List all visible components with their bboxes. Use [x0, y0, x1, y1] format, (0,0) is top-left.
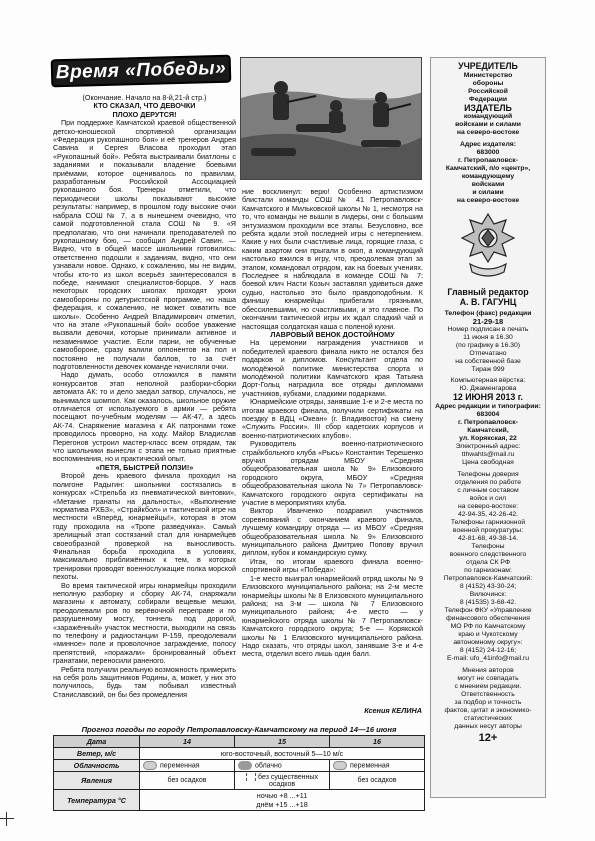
cloud-text: переменная [350, 762, 390, 770]
publisher-address-line: командующему [461, 173, 515, 180]
paragraph: Надо думать, особо отложился в памяти конкурсантов этап неполной разборки-сборки автомата АК: то и дело заедал затвор, случалось, не вынимался шомпол. Как оказалось, школьное оружие отличается от используемого в армии — ребята посещают по-учебным моделям — АК-47, а здесь АК-74. Снаряжение магазина к АК патронами тоже проводилось проворно, на ходу. Майор Владислав Перегонов устроил мастер-класс всем отрядам, так что школьники вынесли с этапа не только приятные воспоминания, но и практический опыт. [53, 370, 236, 464]
weather-table [53, 735, 425, 811]
paragraph: Руководитель военно-патриотического страйкбольного клуба «Рысь» Константин Терешенко вручил отрядам МБОУ «Средняя общеобразовательная школа № 9» Елизовского городского округа, МБОУ «Средняя общеобразовательная школа № 7» Петропавловск-Камчатского городского округа сертификаты на участие в мероприятиях клуба. [242, 439, 423, 508]
founder-line: обороны [472, 79, 504, 87]
cloud-label: Облачность [54, 760, 140, 772]
editorial-address-title: Адрес редакции и типографии: [435, 402, 541, 410]
layout-label: Компьютерная вёрстка: [450, 377, 526, 384]
founder-line: Министерство [463, 71, 513, 79]
continuation-note: (Окончание. Начало на 8-й,21-й стр.) [82, 94, 207, 102]
rain-drops-icon [246, 773, 256, 781]
weather-row-temp [54, 790, 425, 811]
date-cell: 15 [235, 736, 330, 748]
hotline-line: Вилючинск: [469, 590, 507, 598]
hotline-line: с личным составом [457, 486, 519, 494]
subhead-1a: КТО СКАЗАЛ, ЧТО ДЕВОЧКИ [93, 101, 196, 111]
paragraph: При поддержке Камчатской краевой общественной детско-юношеской спортивной организации «Федерация рукопашного боя» и её тренеров Андрея Савина и Сергея Власова проходил этап «Рукопашный бой». Ребята выстраивали биатлоны с заданиями и показывали владение боевыми приёмами, которое оценивалось по правилам, разработанным Российской Ассоциацией рукопашного боя. Тренеры отметили, что периодически школы показывают высокие результаты: например, в прошлом году высокие очки набрала СОШ № 7, а в нынешнем очевидно, что самой подготовленной стала СОШ № 9. «Я предполагаю, что они начинали преподавателей по рукопашному бою, — сообщил Андрей Савин. — Видно, что в общей массе школьники готовились: ответственно подошли к заданиям, видно, что они узнавали новое. Однако, к сожалению, мы не видим, чтобы кто-то из школ всерьёз заинтересовался в победе, нанимают специалистов-борцов. У насв некоторых городских школах проходят уроки самообороны по детуристской программе, но наша федерация, к сожалению, не может охватить все школы». Особенно Андрей Владимирович отметил, что на этапе «Рукопашный бой» особое уважение вызвали девочки, которые принимали активное и незаменимое участие. Если парни, не обученные самообороне, сразу валили оппонентов на пол и постоянно не получали баллов, то за счёт подготовленности девочек команде начисляли очки. [53, 118, 236, 371]
hotline-line: Телефоны гарнизонной [450, 518, 526, 526]
phone-value: 21-29-18 [472, 317, 504, 326]
soldiers-photo-illustration [241, 58, 422, 180]
paragraph: Итак, по итогам краевого финала военно-спортивной игры «Победа»: [242, 556, 423, 575]
disclaimer-line: статистических [463, 714, 513, 722]
disclaimer-line: фактов, цитат и экономико- [444, 706, 532, 714]
founder-line: Российской [468, 87, 508, 95]
publisher-address-line: войсками [471, 181, 505, 188]
subhead-3: ЛАВРОВЫЙ ВЕНОК ДОСТОЙНОМУ [270, 329, 395, 339]
hotline-line: 8 (4152) 24-12-16; [459, 646, 517, 654]
temperature-values [140, 790, 425, 811]
hotline-line: военного следственного [449, 550, 527, 558]
publisher-line: командующий [463, 113, 513, 120]
hotline-line: 42-81-68, 49-38-14. [457, 534, 519, 542]
temperature-night: ночью +8 ...+11 [256, 791, 308, 800]
hotline-line: 42-94-35, 42-26-42. [457, 510, 519, 518]
temperature-label: Температура °С [54, 790, 140, 811]
phenomena-cell: без осадков [330, 772, 425, 790]
founder-title: УЧРЕДИТЕЛЬ [458, 61, 518, 71]
print-info-line: Тираж 999 [471, 366, 505, 373]
hotline-line: E-mail: ufo_41info@mail.ru [446, 654, 530, 662]
editor-name: А. В. ГАГУНЦ [459, 296, 517, 307]
publisher-address-line: и силами [472, 189, 504, 196]
weather-row-cloud [54, 760, 425, 772]
print-info-line: (по графику в 16.30) [455, 342, 521, 349]
hotline-line: войск и сил [469, 494, 507, 502]
author-byline: Ксения КЕЛИНА [364, 706, 422, 715]
editorial-address-line: Электронный адрес: [455, 442, 521, 450]
editorial-address-line: ул. Корякская, 22 [459, 434, 517, 442]
phenomena-cell: без осадков [140, 772, 235, 790]
cloud-sun-icon [143, 761, 157, 770]
article-photo [240, 57, 422, 180]
hotline-line: отделения по работе [454, 478, 522, 486]
phenomena-text: без существенных осадков [258, 773, 318, 788]
hotline-line: по гарнизонам: [464, 566, 512, 574]
editor-title: Главный редактор [447, 287, 529, 297]
phenomena-cell [235, 772, 330, 790]
hotline-line: Петропавловск-Камчатский: [443, 574, 533, 582]
subhead-2: «ПЕТЯ, БЫСТРЕЙ ПОЛЗИ!» [95, 462, 194, 472]
weather-title: Прогноз погоды по городу Петропавловску-Камчатскому на период 14—16 июня [81, 725, 397, 734]
date-label: Дата [54, 736, 140, 748]
editorial-address-line: Камчатский, [467, 426, 509, 434]
paragraph: Виктор Иванченко поздравил участников соревнований с окончанием краевого финала, лучшему командиру отряда — из МБОУ «Средняя общеобразовательная школа № 9» Елизовского муниципального района Дмитрию Попову вручил диплом, кубок и командирскую сумку. [242, 506, 423, 558]
editorial-address-line: Цена свободная [462, 458, 514, 466]
publisher-address-line: г. Петропавловск- [458, 157, 518, 164]
article-column-1 [53, 94, 236, 740]
hotline-line: краю и Чукотскому [458, 630, 518, 638]
print-info-line: Номер подписан в печать [447, 326, 529, 333]
subhead-1b: ПЛОХО ДЕРУТСЯ! [112, 109, 177, 119]
paragraph: 1-е место выиграл юнармейский отряд школы № 9 Елизовского муниципального района; на 2-м месте юнармейцы школы № 8 Елизовского муниципального района; на 3-м — школа № 7 Елизовского муниципального района; 4-е место — у юнармейского отряда школы № 7 Петропавловск-Камчатского городского округа; 5-е — Корякской школы № 1 Елизовского муниципального района. Надо сказать, что отряды школ, занявшие 3-е и 4-е места, отделил всего лишь один балл. [242, 573, 423, 659]
issue-date: 12 ИЮНЯ 2013 г. [453, 392, 523, 402]
hotline-line: МО РФ по Камчатскому [450, 622, 526, 630]
temperature-day: днём +15 ...+18 [256, 800, 308, 809]
disclaimer-line: могут не совпадать [457, 674, 519, 682]
paragraph: Ребята получили реальную возможность примерить на себя роль защитников Родины, а, может, у них это получилось, будь там побывал известный Станиславский, он бы без промедления [53, 664, 236, 699]
hotline-line: 8 (41535) 3-68-42. [459, 598, 517, 606]
editorial-address-line: г. Петропавловск- [458, 418, 518, 426]
hotline-line: финансового обеспечения [446, 614, 530, 622]
print-crop-mark-icon [0, 812, 14, 826]
hotline-line: военной прокуратуры: [452, 526, 524, 534]
disclaimer-line: Мнения авторов [462, 666, 514, 674]
publisher-address-line: 683000 [476, 149, 500, 156]
hotline-line: 8 (4152) 43-30-24; [459, 582, 517, 590]
disclaimer-line: за подбор и точность [454, 698, 522, 706]
paragraph: На церемонии награждения участников и победителей краевого финала никто не остался без подарков и дипломов. Консультант отдела по молодёжной политике министерства спорта и молодёжной политики Камчатского края Татьяна Дорт-Гольц наградила все отряды дипломами участников, кубками, сладкими подарками. [242, 338, 423, 398]
cloud-cell [330, 760, 425, 772]
cloud-cell [140, 760, 235, 772]
age-rating: 12+ [478, 731, 498, 744]
hotline-line: Телефоны [471, 542, 505, 550]
print-info-line: на собственной базе [455, 358, 521, 365]
cloud-text: облачно [255, 762, 282, 770]
editorial-address-line: tthwahts@mail.ru [461, 450, 515, 458]
founder-line: Федерации [468, 95, 508, 103]
paragraph: Во время тактической игры юнармейцы проходили неполную разборку и сборку АК-74, снаряжали магазины к автомату, собирали вещевые мешки, преодолевали ров по верёвочной переправе и по разрушенному мосту, тоннель под дорогой, «заражённый» участок местности, выходили на связь по телефону и радиостанции Р-159, преодолевали «минное» поле и проволочное заграждение, полосу препятствий, «поражали» бронированный объект гранатами, переносили раненого. [53, 580, 236, 666]
page-title: Время «Победы» [51, 55, 232, 88]
publisher-title: ИЗДАТЕЛЬ [464, 102, 512, 113]
article-column-2 [242, 188, 423, 706]
editorial-address-line: 683004 [476, 410, 500, 418]
weather-row-date [54, 736, 425, 748]
publisher-address-title: Адрес издателя: [459, 141, 517, 148]
paragraph: ние воскликнул: верю! Особенно артистизмом блистали команды СОШ № 41 Петропавловск-Камчатского и Мильковской школы № 1, несмотря на то, что команды не вышли в лидеры, они с большим энтузиазмом проходили все этапы. Безусловно, все ребята ждали этой последней игры с нетерпением. Какие у них были счастливые лица, горящие глаза, с каким азартом они прыгали в окоп, а командующий настолько вжился в игру, что, преодолевая этап за этапом, командовал отрядом, как на боевых учениях. Последнее я наблюдала в команде СОШ № 7: боевой клич Насти Козыч заставлял удивиться даже судью, настолько это было правдоподобным. К финишу юнармейцы прибегали грязными, обессилевшими, но счастливыми, и это главное. По окончании тактической игры их ждал сладкий чай и настоящая солдатская каша с поленой кухни. [242, 188, 423, 331]
cloud-icon [238, 761, 252, 770]
phone-label: Телефон (факс) редакции [444, 310, 532, 317]
phenomena-label: Явления [54, 772, 140, 790]
publisher-address-line: Камчатский, п/о «центр», [445, 165, 531, 172]
wind-label: Ветер, м/с [54, 748, 140, 760]
publisher-address-line: на северо-востоке [456, 197, 520, 204]
cloud-cell [235, 760, 330, 772]
cloud-sun-icon [333, 761, 347, 770]
hotline-line: автономному округу»: [453, 638, 523, 646]
wind-value: юго-восточный, восточный 5—10 м/с [140, 748, 425, 760]
disclaimer-line: данных несут авторы [454, 722, 522, 730]
publisher-line: на северо-востоке [456, 129, 520, 136]
hotline-line: отдела СК РФ [465, 558, 511, 566]
hotline-line: Телефон ФКУ «Управление [444, 606, 532, 614]
hotline-line: на северо-востоке: [458, 502, 518, 510]
paragraph: Юнармейские отряды, занявшие 1-е и 2-е места по итогам краевого финала, получили сертификаты на поездку в ВДЦ «Океан» (г. Владивосток) на смену «Служить России». III сбор кадетских корпусов и военно-патриотических клубов». [242, 397, 423, 440]
paragraph: Второй день краевого финала проходил на полигоне Радыгин: школьники состязались в конкурсах «Стрельба из пневматической винтовки», «Метание гранаты на дальность», «Выполнение норматива РХБЗ», «Страйкбол» и тактической игре на местности «Вперёд, юнармейцы!», которая в этом году проходила на «Тропе разведчика». Самый зрелищный этап состязаний стал для юнармейцев своеобразной проверкой на выносливость. Финальная борьба проходила в условиях, максимально приближённых к тем, в которых тренировки проводят военнослужащие полка морской пехоты. [53, 471, 236, 582]
layout-name: Ю. Джаменгарова [459, 385, 517, 392]
print-info-line: 11 июня в 16.30 [463, 334, 513, 341]
masthead-sidebar [430, 57, 546, 798]
disclaimer-line: с мнением редакции. [454, 682, 522, 690]
print-info-line: Отпечатано [469, 350, 507, 357]
date-cell: 16 [330, 736, 425, 748]
date-cell: 14 [140, 736, 235, 748]
cloud-text: переменная [160, 762, 200, 770]
military-emblem-icon [456, 208, 520, 282]
publisher-line: войсками и силами [455, 121, 521, 128]
disclaimer-line: Ответственность [461, 690, 515, 698]
hotline-line: Телефоны доверия [457, 470, 519, 478]
weather-row-wind [54, 748, 425, 760]
weather-row-phenomena [54, 772, 425, 790]
